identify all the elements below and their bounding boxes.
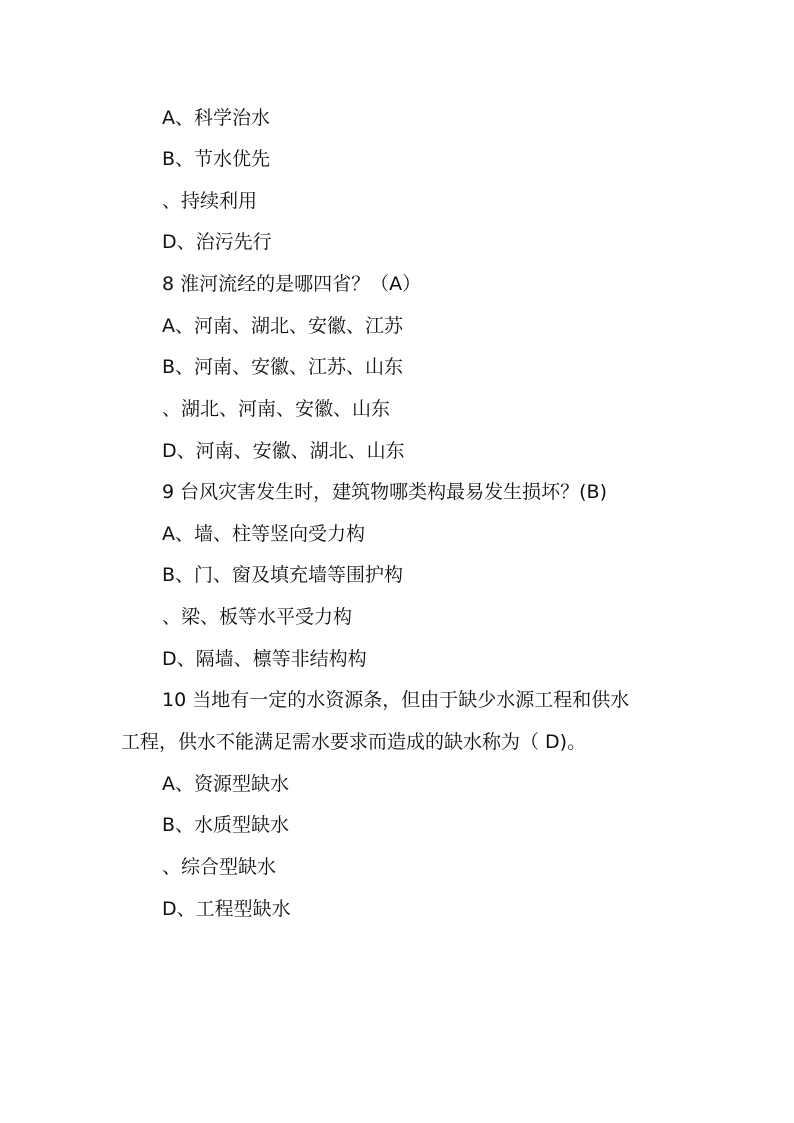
option-line: B、河南、安徽、江苏、山东	[162, 356, 404, 378]
question-line: 9 台风灾害发生时，建筑物哪类构最易发生损坏？(B)	[162, 481, 607, 503]
option-line: 、梁、板等水平受力构	[162, 606, 353, 628]
option-line: D、工程型缺水	[162, 898, 291, 920]
question-line: 10 当地有一定的水资源条，但由于缺少水源工程和供水	[162, 689, 630, 711]
question-line-continued: 工程，供水不能满足需水要求而造成的缺水称为（ D)。	[121, 731, 587, 753]
option-line: B、门、窗及填充墙等围护构	[162, 564, 404, 586]
option-line: B、节水优先	[162, 148, 271, 170]
option-line: A、河南、湖北、安徽、江苏	[162, 315, 403, 337]
option-line: D、河南、安徽、湖北、山东	[162, 440, 405, 462]
option-line: D、治污先行	[162, 231, 272, 253]
option-line: 、湖北、河南、安徽、山东	[162, 398, 391, 420]
option-line: 、综合型缺水	[162, 856, 277, 878]
option-line: D、隔墙、檩等非结构构	[162, 648, 367, 670]
question-line: 8 淮河流经的是哪四省？（A）	[162, 273, 422, 295]
option-line: A、资源型缺水	[162, 773, 289, 795]
option-line: 、持续利用	[162, 190, 258, 212]
option-line: B、水质型缺水	[162, 814, 290, 836]
option-line: A、科学治水	[162, 107, 270, 129]
option-line: A、墙、柱等竖向受力构	[162, 523, 365, 545]
